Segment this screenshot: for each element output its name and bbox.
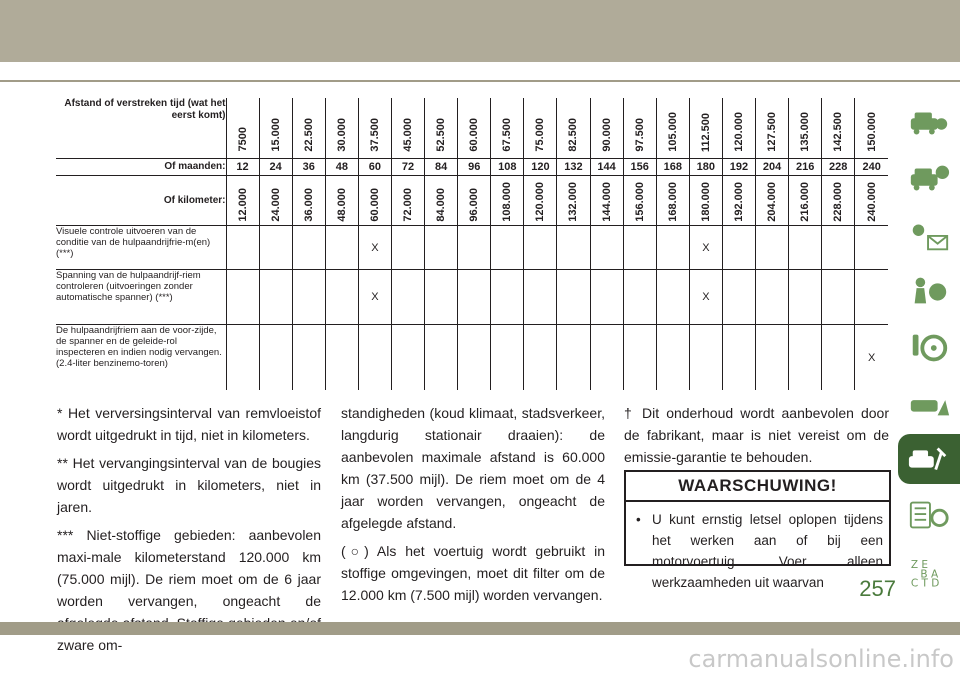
side-tab-airbag[interactable] <box>898 266 960 316</box>
side-tab-steering-wheel[interactable] <box>898 322 960 372</box>
top-rule <box>0 80 960 82</box>
interval-cell <box>458 98 491 158</box>
month-cell: 36 <box>292 158 325 175</box>
month-cell: 192 <box>722 158 755 175</box>
task-row <box>56 325 888 390</box>
month-cell: 24 <box>259 158 292 175</box>
km-cell <box>325 176 358 226</box>
warning-lights-icon <box>907 218 951 252</box>
km-label: 108.000 <box>501 181 514 222</box>
service-mark-cell <box>391 269 424 324</box>
interval-label: 75.000 <box>534 118 547 152</box>
warning-box <box>624 470 891 590</box>
service-mark-cell <box>590 226 623 269</box>
month-cell: 228 <box>822 158 855 175</box>
car-info-icon <box>907 106 951 140</box>
interval-label: 142.500 <box>832 112 845 152</box>
svg-text:B A: B A <box>920 568 939 581</box>
interval-label: 7500 <box>236 127 249 152</box>
months-row <box>56 158 888 175</box>
service-mark-cell <box>458 226 491 269</box>
service-mark-cell <box>292 325 325 390</box>
interval-label: 30.000 <box>335 118 348 152</box>
interval-cell <box>623 98 656 158</box>
interval-cell <box>358 98 391 158</box>
notes-column-3 <box>624 402 889 474</box>
service-mark-cell <box>756 325 789 390</box>
km-cell <box>689 176 722 226</box>
page-number: 257 <box>859 576 896 601</box>
service-mark-cell: X <box>689 226 722 269</box>
warning-title: WAARSCHUWING! <box>626 472 889 502</box>
interval-cell <box>491 98 524 158</box>
service-mark-cell <box>226 325 259 390</box>
interval-cell <box>756 98 789 158</box>
side-tab-car-warning[interactable] <box>898 154 960 204</box>
service-mark-cell <box>524 325 557 390</box>
interval-cell <box>590 98 623 158</box>
service-mark-cell <box>590 269 623 324</box>
interval-cell <box>689 98 722 158</box>
interval-label: 127.500 <box>766 112 779 152</box>
service-mark-cell: X <box>689 269 722 324</box>
interval-cell <box>292 98 325 158</box>
month-cell: 168 <box>656 158 689 175</box>
km-label: 240.000 <box>865 181 878 222</box>
service-mark-cell <box>325 226 358 269</box>
service-mark-cell <box>458 269 491 324</box>
notes-column-2 <box>341 402 605 612</box>
km-label: 48.000 <box>335 187 348 222</box>
airbag-icon <box>907 274 951 308</box>
service-mark-cell: X <box>855 325 888 390</box>
service-mark-cell <box>623 325 656 390</box>
service-mark-cell <box>425 269 458 324</box>
interval-cell <box>557 98 590 158</box>
interval-cell <box>822 98 855 158</box>
header-time-label: Afstand of verstreken tijd (wat het eerst komt) <box>56 98 226 158</box>
service-mark-cell <box>491 325 524 390</box>
service-mark-cell <box>524 269 557 324</box>
km-cell <box>425 176 458 226</box>
km-label: 144.000 <box>600 181 613 222</box>
service-mark-cell <box>623 226 656 269</box>
km-cell <box>524 176 557 226</box>
km-cell <box>259 176 292 226</box>
interval-label: 120.000 <box>732 112 745 152</box>
car-warning-icon <box>907 162 951 196</box>
month-cell: 48 <box>325 158 358 175</box>
service-mark-cell <box>557 269 590 324</box>
service-mark-cell <box>259 325 292 390</box>
car-service-icon <box>907 442 951 476</box>
interval-label: 82.500 <box>567 118 580 152</box>
month-cell: 72 <box>391 158 424 175</box>
service-mark-cell: X <box>358 226 391 269</box>
service-mark-cell <box>855 226 888 269</box>
month-cell: 120 <box>524 158 557 175</box>
interval-row <box>56 98 888 158</box>
service-mark-cell <box>656 269 689 324</box>
service-mark-cell <box>391 226 424 269</box>
km-label: 120.000 <box>534 181 547 222</box>
service-mark-cell <box>226 269 259 324</box>
km-cell <box>789 176 822 226</box>
km-cell <box>391 176 424 226</box>
service-mark-cell <box>656 226 689 269</box>
interval-cell <box>425 98 458 158</box>
svg-text:Z E: Z E <box>910 559 929 572</box>
service-mark-cell <box>689 325 722 390</box>
note-manufacturer: † Dit onderhoud wordt aanbevolen door de fabrikant, maar is niet vereist om de emissie-garantie te behouden. <box>624 405 889 465</box>
km-label: 192.000 <box>732 181 745 222</box>
service-mark-cell <box>557 226 590 269</box>
month-cell: 216 <box>789 158 822 175</box>
month-cell: 108 <box>491 158 524 175</box>
bottom-band <box>0 622 960 635</box>
task-label: Visuele controle uitvoeren van de conditie van de hulpaandrijfrie-m(en) (***) <box>56 226 226 269</box>
service-mark-cell <box>789 269 822 324</box>
month-cell: 204 <box>756 158 789 175</box>
km-label: 60.000 <box>368 187 381 222</box>
side-tab-car-service[interactable] <box>898 434 960 484</box>
service-mark-cell <box>491 269 524 324</box>
top-band <box>0 0 960 62</box>
service-mark-cell <box>656 325 689 390</box>
side-tab-car-breakdown[interactable] <box>898 378 960 428</box>
service-mark-cell <box>491 226 524 269</box>
interval-cell <box>524 98 557 158</box>
km-label: 72.000 <box>402 187 415 222</box>
side-tab-specifications[interactable] <box>898 490 960 540</box>
km-label: 180.000 <box>699 181 712 222</box>
km-cell <box>292 176 325 226</box>
car-breakdown-icon <box>907 386 951 420</box>
service-mark-cell <box>425 226 458 269</box>
interval-label: 45.000 <box>402 118 415 152</box>
service-mark-cell <box>822 269 855 324</box>
service-mark-cell <box>259 269 292 324</box>
service-mark-cell: X <box>358 269 391 324</box>
warning-bullet: • <box>636 512 641 527</box>
km-cell <box>855 176 888 226</box>
service-mark-cell <box>756 226 789 269</box>
index-icon <box>907 554 951 588</box>
service-mark-cell <box>259 226 292 269</box>
km-cell <box>491 176 524 226</box>
month-cell: 132 <box>557 158 590 175</box>
service-mark-cell <box>855 269 888 324</box>
interval-label: 90.000 <box>600 118 613 152</box>
service-mark-cell <box>789 325 822 390</box>
task-label: Spanning van de hulpaandrijf-riem controleren (uitvoeringen zonder automatische spanner) (***) <box>56 269 226 324</box>
warning-body <box>626 502 889 593</box>
service-mark-cell <box>325 269 358 324</box>
service-mark-cell <box>756 269 789 324</box>
km-cell <box>822 176 855 226</box>
header-months-label: Of maanden: <box>56 158 226 175</box>
km-label: 24.000 <box>269 187 282 222</box>
side-tab-car-info[interactable] <box>898 98 960 148</box>
month-cell: 60 <box>358 158 391 175</box>
service-mark-cell <box>292 269 325 324</box>
month-cell: 96 <box>458 158 491 175</box>
km-cell <box>722 176 755 226</box>
interval-label: 135.000 <box>799 112 812 152</box>
km-label: 204.000 <box>766 181 779 222</box>
task-row <box>56 269 888 324</box>
km-label: 228.000 <box>832 181 845 222</box>
service-mark-cell <box>722 269 755 324</box>
warning-text: U kunt ernstig letsel oplopen tijdens het werken aan of bij een motorvoertuig. Voer alleen werkzaamheden uit waarvan <box>652 512 883 590</box>
interval-label: 97.500 <box>633 118 646 152</box>
service-mark-cell <box>358 325 391 390</box>
service-mark-cell <box>789 226 822 269</box>
svg-text:C T D: C T D <box>910 577 940 588</box>
side-tab-warning-lights[interactable] <box>898 210 960 260</box>
service-mark-cell <box>822 325 855 390</box>
watermark: carmanualsonline.info <box>688 645 954 673</box>
km-label: 156.000 <box>633 181 646 222</box>
km-label: 84.000 <box>435 187 448 222</box>
month-cell: 12 <box>226 158 259 175</box>
task-label: De hulpaandrijfriem aan de voor-zijde, de spanner en de geleide-rol inspecteren en indien nodig vervangen. (2.4-liter benzinemo-toren) <box>56 325 226 390</box>
service-mark-cell <box>425 325 458 390</box>
interval-cell <box>259 98 292 158</box>
km-label: 12.000 <box>236 187 249 222</box>
interval-label: 67.500 <box>501 118 514 152</box>
km-cell <box>756 176 789 226</box>
maintenance-schedule-table <box>56 98 888 390</box>
interval-label: 37.500 <box>368 118 381 152</box>
service-mark-cell <box>822 226 855 269</box>
km-cell <box>656 176 689 226</box>
interval-cell <box>226 98 259 158</box>
km-cell <box>458 176 491 226</box>
month-cell: 180 <box>689 158 722 175</box>
interval-label: 150.000 <box>865 112 878 152</box>
interval-label: 105.000 <box>666 112 679 152</box>
km-label: 132.000 <box>567 181 580 222</box>
km-cell <box>358 176 391 226</box>
service-mark-cell <box>325 325 358 390</box>
service-mark-cell <box>557 325 590 390</box>
km-cell <box>623 176 656 226</box>
km-cell <box>557 176 590 226</box>
month-cell: 144 <box>590 158 623 175</box>
km-label: 216.000 <box>799 181 812 222</box>
service-mark-cell <box>590 325 623 390</box>
service-mark-cell <box>722 226 755 269</box>
service-mark-cell <box>722 325 755 390</box>
interval-label: 60.000 <box>468 118 481 152</box>
month-cell: 84 <box>425 158 458 175</box>
specifications-icon <box>907 498 951 532</box>
km-label: 96.000 <box>468 187 481 222</box>
header-km-label: Of kilometer: <box>56 176 226 226</box>
km-label: 168.000 <box>666 181 679 222</box>
kilometers-row <box>56 176 888 226</box>
interval-label: 112.500 <box>699 112 712 152</box>
service-mark-cell <box>458 325 491 390</box>
km-label: 36.000 <box>302 187 315 222</box>
km-cell <box>590 176 623 226</box>
steering-wheel-icon <box>907 330 951 364</box>
interval-cell <box>855 98 888 158</box>
interval-cell <box>722 98 755 158</box>
side-tab-index[interactable] <box>898 546 960 596</box>
service-mark-cell <box>292 226 325 269</box>
note-belt: *** Niet-stoffige gebieden: aanbevolen maxi-male kilometerstand 120.000 km (75.000 mijl). De riem moet om de 6 jaar worden vervangen, ongeacht de zware om- <box>57 527 321 653</box>
interval-cell <box>391 98 424 158</box>
month-cell: 156 <box>623 158 656 175</box>
note-belt-continued: standigheden (koud klimaat, stadsverkeer, langdurig stationair draaien): de aanbevolen maximale afstand is 60.000 km (37.500 mijl). De riem moet om de 4 jaar worden vervangen, ongeacht de afgelegde afstand. <box>341 405 605 531</box>
interval-label: 22.500 <box>302 118 315 152</box>
note-brake-fluid: * Het verversingsinterval van remvloeistof wordt uitgedrukt in tijd, niet in kilometers. <box>57 405 321 443</box>
km-cell <box>226 176 259 226</box>
note-spark-plugs: ** Het vervangingsinterval van de bougies wordt uitgedrukt in kilometers, niet in jaren. <box>57 455 321 515</box>
interval-cell <box>789 98 822 158</box>
note-dusty-filter: (○) Als het voertuig wordt gebruikt in stoffige omgevingen, moet dit filter om de 12.000 km (7.500 mijl) worden vervangen. <box>341 543 605 603</box>
interval-label: 52.500 <box>435 118 448 152</box>
service-mark-cell <box>226 226 259 269</box>
interval-cell <box>325 98 358 158</box>
task-row <box>56 226 888 269</box>
service-mark-cell <box>524 226 557 269</box>
month-cell: 240 <box>855 158 888 175</box>
interval-label: 15.000 <box>269 118 282 152</box>
interval-cell <box>656 98 689 158</box>
service-mark-cell <box>391 325 424 390</box>
service-mark-cell <box>623 269 656 324</box>
